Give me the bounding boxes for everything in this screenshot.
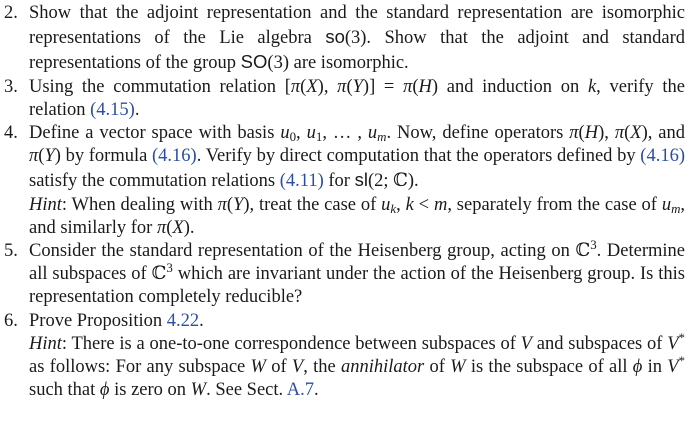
text: , and similarly for [29, 194, 686, 238]
text: , verify the relation [29, 76, 685, 120]
text: . Now, define operators [386, 123, 570, 144]
math-var: k [587, 76, 597, 97]
math-sup: * [678, 329, 685, 345]
math-var: W [190, 380, 207, 401]
text: )] = [362, 76, 404, 97]
math-pi: π [156, 217, 167, 238]
text: Prove Proposition [29, 310, 167, 331]
text: . [314, 380, 319, 401]
text: ), and [641, 123, 686, 144]
exercise-4: 4. Define a vector space with basis $u_0$, $u_1$, … , $u_m$. Now, define operators π(H), π(X), and π(Y) by formula (4.16). Verify by direct computation that the operators defined by (4.16) satisfy the commutation relations (4.11) for sl(2; ℂ). Hint: When dealing with π(Y), treat the case of $u_k$, k < m, separately from the case of $u_m$, and similarly for π(X). [4, 123, 686, 238]
equation-link[interactable]: (4.16) [152, 146, 197, 167]
text: (3) are isomorphic. [267, 53, 409, 74]
math-var: Y [233, 194, 244, 215]
exercise-number: 2. [4, 3, 18, 23]
math-var: m [433, 194, 448, 215]
math-var: V [520, 333, 532, 354]
math-var: W [250, 357, 266, 378]
text: (2; ℂ). [367, 171, 419, 192]
math-complex: ℂ [151, 264, 167, 285]
hint-label: Hint [29, 333, 62, 354]
text: is the subspace of all [465, 357, 633, 378]
math-phi: ϕ [99, 380, 110, 401]
math-complex: ℂ [575, 241, 591, 262]
exercise-number: 4. [4, 123, 18, 144]
text: which are invariant under the action of the Heisenberg group. Is this representation completely reducible? [29, 264, 685, 308]
text: . Determine all subspaces of [29, 241, 685, 285]
text: as follows: For any subspace [29, 357, 251, 378]
math-pi: π [337, 76, 347, 97]
text: Using the commutation relation [ [29, 76, 291, 97]
text: (3). Show that the adjoint and standard representations of the group [29, 28, 685, 74]
text: satisfy the commutation relations [29, 171, 280, 192]
equation-link[interactable]: (4.16) [640, 146, 685, 167]
text: of [424, 357, 451, 378]
math-pi: π [217, 194, 227, 215]
text: < [413, 194, 434, 215]
math-var: W [450, 357, 466, 378]
hint-label: Hint [29, 194, 62, 215]
math-SO: SO [240, 51, 268, 73]
math-pi: π [29, 146, 39, 167]
text: of [265, 357, 292, 378]
math-var: u [280, 123, 290, 144]
math-var: V [667, 333, 679, 354]
math-var: u [381, 194, 391, 215]
text: , the [303, 357, 341, 378]
math-pi: π [614, 123, 625, 144]
math-so: so [325, 26, 345, 48]
math-sup: 3 [166, 260, 173, 276]
text: ), [598, 123, 615, 144]
text: such that [29, 380, 100, 401]
equation-link[interactable]: (4.11) [279, 171, 324, 192]
text: Define a vector space with basis [29, 123, 281, 144]
math-var: X [306, 76, 318, 97]
math-sub: 0 [289, 129, 297, 145]
equation-link[interactable]: (4.15) [90, 99, 135, 120]
text: . [134, 99, 140, 120]
exercise-number: 3. [4, 76, 18, 97]
text: in [642, 357, 668, 378]
text: , separately from the case of [447, 194, 662, 215]
text: , [396, 194, 406, 215]
math-pi: π [290, 76, 301, 97]
text: ), [317, 76, 338, 97]
math-var: X [172, 217, 184, 238]
math-sub: k [390, 200, 397, 216]
math-var: V [291, 357, 304, 378]
text: , … , [322, 123, 368, 144]
text: ), treat the case of [243, 194, 382, 215]
exercise-6 [0, 310, 691, 403]
math-var: k [405, 194, 414, 215]
text: ) by formula [54, 146, 153, 167]
math-sup: * [678, 352, 686, 368]
text: : When dealing with [61, 194, 218, 215]
proposition-link[interactable]: 4.22 [166, 310, 200, 331]
math-var: u [367, 123, 378, 144]
text: and subspaces of [531, 333, 668, 354]
math-phi: ϕ [632, 357, 643, 378]
text: : There is a one-to-one correspondence between subspaces of [61, 333, 521, 354]
exercise-2 [0, 2, 691, 76]
term-annihilator: annihilator [340, 357, 425, 378]
text: , [296, 123, 307, 144]
math-var: Y [352, 76, 363, 97]
text: ) and induction on [431, 76, 588, 97]
math-sup: 3 [590, 236, 597, 252]
section-link[interactable]: A.7 [286, 380, 315, 401]
exercise-number: 5. [4, 241, 18, 262]
text: is zero on [109, 380, 191, 401]
math-var: Y [44, 146, 55, 167]
math-var: u [661, 194, 672, 215]
math-var: u [306, 123, 316, 144]
text: for [323, 171, 355, 192]
math-sub: 1 [315, 129, 323, 145]
text: Show that the adjoint representation and the standard representation are isomorphic representations of the Lie algebra [29, 3, 685, 49]
math-var: X [630, 123, 642, 144]
text: Consider the standard representation of the Heisenberg group, acting on [29, 241, 576, 262]
exercise-list [0, 2, 691, 402]
exercise-5 [0, 236, 691, 310]
math-pi: π [403, 76, 413, 97]
text: . See Sect. [206, 380, 287, 401]
math-var: H [418, 76, 432, 97]
text: . [199, 310, 204, 331]
math-sl: sl [354, 169, 368, 191]
text: . Verify by direct computation that the operators defined by [196, 146, 641, 167]
math-sub: m [377, 129, 387, 145]
text: ). [183, 217, 195, 238]
exercise-3: 3. Using the commutation relation [π(X), π(Y)] = π(H) and induction on k, verify the relation (4.15). [4, 76, 685, 120]
math-pi: π [569, 123, 579, 144]
math-var: H [584, 123, 599, 144]
math-sub: m [671, 200, 681, 216]
exercise-number: 6. [4, 310, 18, 331]
math-var: V [667, 357, 679, 378]
